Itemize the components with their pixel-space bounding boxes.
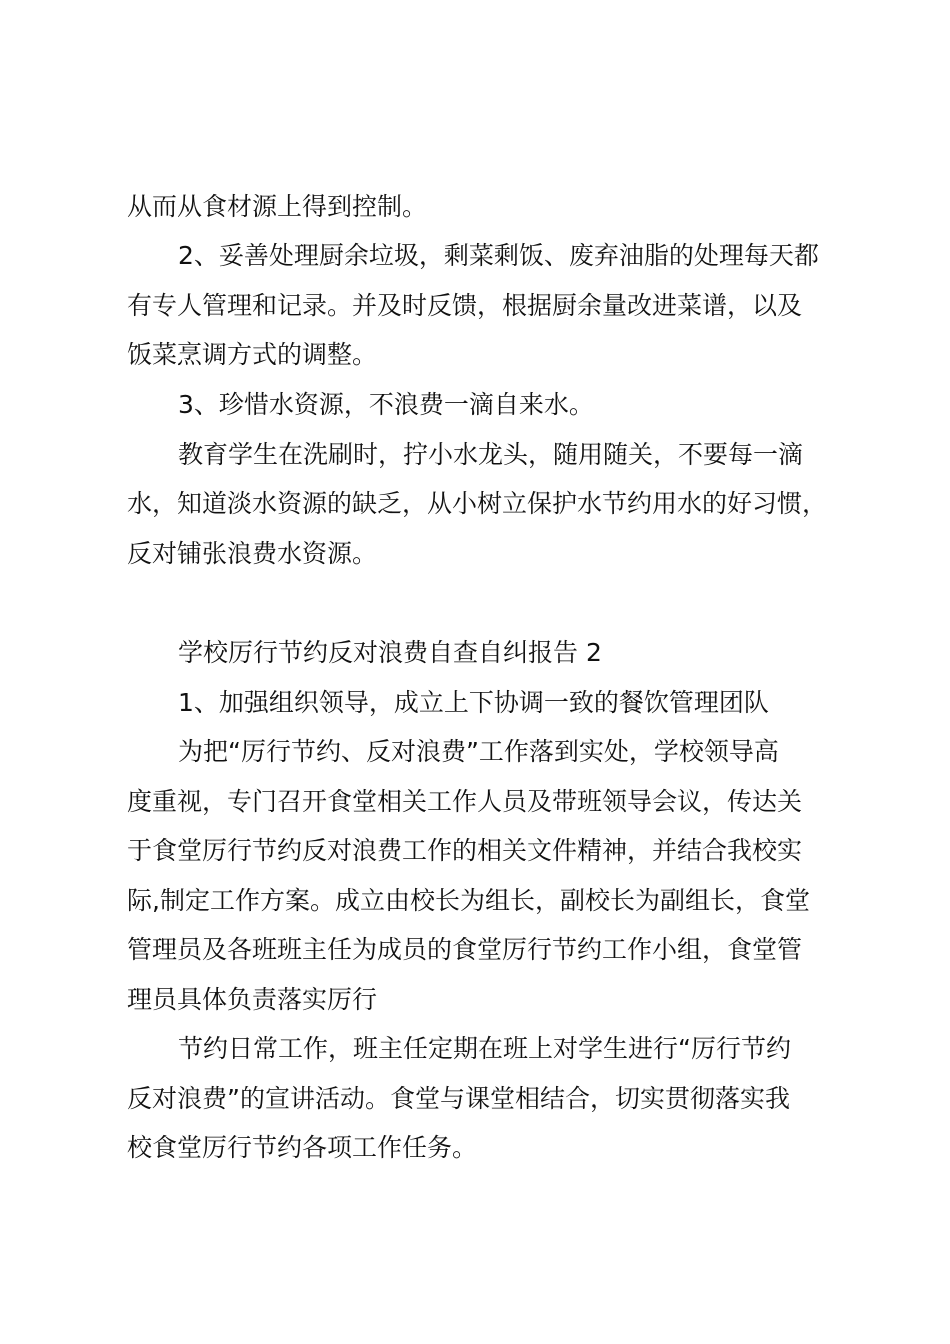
- text-line: 度重视，专门召开食堂相关工作人员及带班领导会议，传达关: [127, 787, 803, 816]
- text-line: 有专人管理和记录。并及时反馈，根据厨余量改进菜谱，以及: [127, 291, 803, 320]
- text-line: 为把“厉行节约、反对浪费”工作落到实处，学校领导高: [178, 737, 779, 766]
- text-line: 从而从食材源上得到控制。: [127, 192, 428, 221]
- text-line: 3、珍惜水资源，不浪费一滴自来水。: [178, 390, 594, 419]
- text-line: 反对浪费”的宣讲活动。食堂与课堂相结合，切实贯彻落实我: [127, 1084, 790, 1113]
- text-line: 校食堂厉行节约各项工作任务。: [127, 1133, 478, 1162]
- text-line: 际,制定工作方案。成立由校长为组长，副校长为副组长，食堂: [127, 886, 810, 915]
- text-line: 节约日常工作，班主任定期在班上对学生进行“厉行节约: [178, 1034, 791, 1063]
- text-line: 于食堂厉行节约反对浪费工作的相关文件精神，并结合我校实: [127, 836, 803, 865]
- text-line: 2、妥善处理厨余垃圾，剩菜剩饭、废弃油脂的处理每天都: [178, 241, 819, 270]
- text-line: 管理员及各班班主任为成员的食堂厉行节约工作小组，食堂管: [127, 935, 803, 964]
- text-line: 反对铺张浪费水资源。: [127, 539, 378, 568]
- text-line: 教育学生在洗刷时，拧小水龙头，随用随关，不要每一滴: [178, 440, 804, 469]
- text-line: 理员具体负责落实厉行: [127, 985, 378, 1014]
- section-heading: 学校厉行节约反对浪费自查自纠报告 2: [178, 638, 602, 667]
- text-line: 水，知道淡水资源的缺乏，从小树立保护水节约用水的好习惯，: [127, 489, 828, 518]
- text-line: 饭菜烹调方式的调整。: [127, 340, 378, 369]
- text-line: 1、加强组织领导，成立上下协调一致的餐饮管理团队: [178, 688, 769, 717]
